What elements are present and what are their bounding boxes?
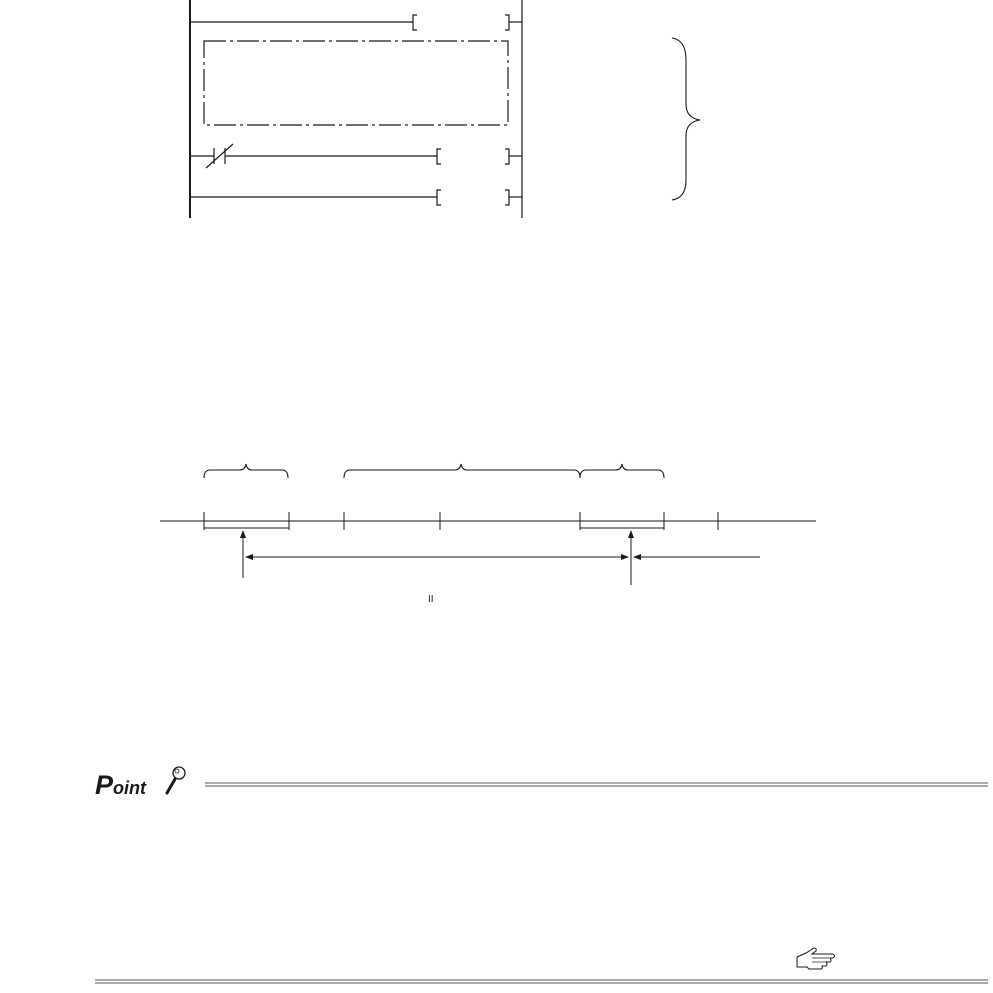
instruction-open-bracket [437, 149, 441, 164]
instruction-open-bracket [413, 15, 417, 30]
up-arrow-icon [240, 530, 246, 538]
pointing-hand-icon [797, 948, 835, 969]
interval-arrow [245, 554, 629, 560]
svg-text:oint: oint [113, 778, 146, 798]
right-arrow-icon [621, 554, 629, 560]
ladder-rung-3 [190, 190, 522, 205]
timing-chart [160, 464, 816, 605]
incoming-arrow [633, 554, 760, 560]
ladder-rung-2 [190, 144, 522, 168]
marker-left [240, 530, 246, 578]
point-box [95, 767, 988, 983]
marker-right [628, 530, 634, 585]
program-block-dashed-box [204, 41, 508, 125]
interval-brace-right [580, 464, 664, 478]
program-range-brace [672, 38, 700, 200]
left-arrow-icon [633, 554, 641, 560]
instruction-close-bracket [505, 190, 509, 205]
equals-mark: II [428, 594, 434, 605]
magnifier-icon [167, 767, 185, 793]
left-arrow-icon [245, 554, 253, 560]
interval-brace-middle [344, 464, 580, 478]
instruction-open-bracket [437, 190, 441, 205]
ladder-diagram [190, 0, 700, 218]
point-logo [95, 767, 185, 800]
svg-text:P: P [95, 770, 114, 800]
ladder-rung-1 [190, 15, 522, 30]
up-arrow-icon [628, 530, 634, 538]
instruction-close-bracket [505, 149, 509, 164]
interval-brace-left [204, 464, 288, 478]
instruction-close-bracket [505, 15, 509, 30]
